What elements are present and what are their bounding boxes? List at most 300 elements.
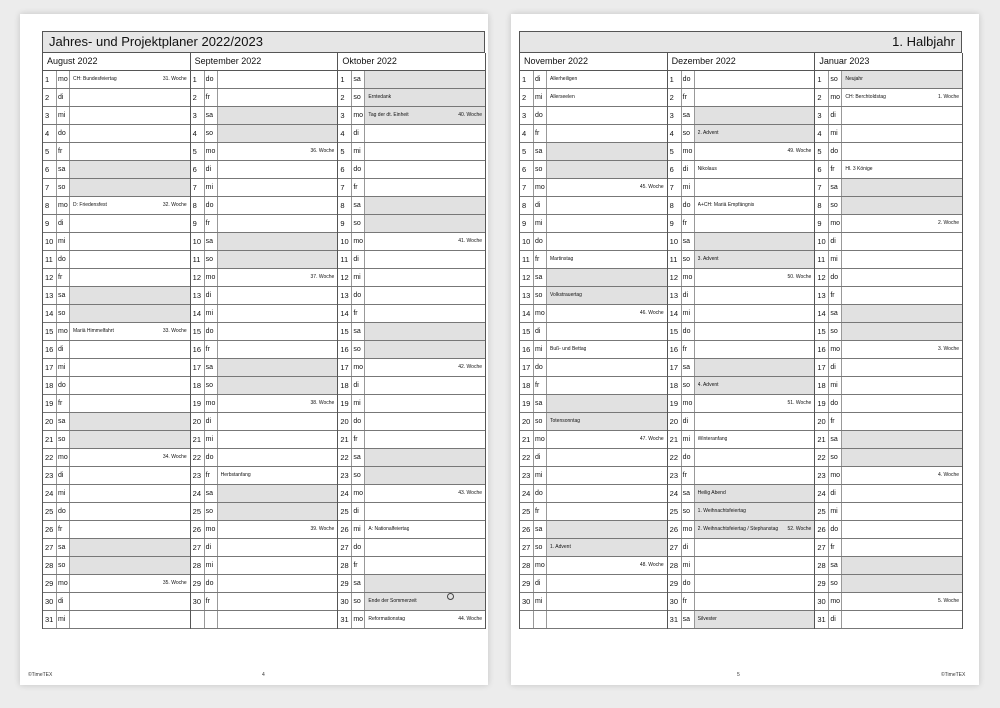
day-row[interactable]	[338, 107, 485, 125]
day-entry-cell[interactable]	[365, 377, 485, 394]
day-row[interactable]	[815, 485, 962, 503]
day-entry-cell[interactable]	[842, 287, 962, 304]
day-entry-cell[interactable]	[547, 161, 667, 178]
day-row[interactable]	[191, 161, 338, 179]
day-row[interactable]	[520, 161, 667, 179]
day-entry-cell[interactable]	[547, 521, 667, 538]
day-entry-cell[interactable]	[365, 359, 485, 376]
day-row[interactable]	[520, 125, 667, 143]
day-row[interactable]	[43, 611, 190, 629]
day-entry-cell[interactable]	[218, 377, 338, 394]
day-entry-cell[interactable]	[70, 467, 190, 484]
day-row[interactable]	[520, 503, 667, 521]
day-entry-cell[interactable]	[695, 125, 815, 142]
day-row[interactable]	[338, 611, 485, 629]
day-row[interactable]	[668, 125, 815, 143]
day-entry-cell[interactable]	[547, 269, 667, 286]
day-entry-cell[interactable]	[365, 71, 485, 88]
day-entry-cell[interactable]	[70, 323, 190, 340]
day-entry-cell[interactable]	[547, 125, 667, 142]
day-row[interactable]	[338, 161, 485, 179]
day-entry-cell[interactable]	[70, 485, 190, 502]
day-entry-cell[interactable]	[547, 179, 667, 196]
day-row[interactable]	[338, 251, 485, 269]
day-row[interactable]	[338, 269, 485, 287]
day-entry-cell[interactable]	[842, 341, 962, 358]
day-entry-cell[interactable]	[695, 179, 815, 196]
day-row[interactable]	[815, 215, 962, 233]
day-row[interactable]	[191, 89, 338, 107]
day-row[interactable]	[191, 71, 338, 89]
day-entry-cell[interactable]	[365, 305, 485, 322]
day-row[interactable]	[43, 539, 190, 557]
day-entry-cell[interactable]	[70, 125, 190, 142]
day-row[interactable]	[338, 287, 485, 305]
day-row[interactable]	[43, 107, 190, 125]
day-row[interactable]	[815, 359, 962, 377]
day-entry-cell[interactable]	[70, 305, 190, 322]
day-entry-cell[interactable]	[218, 305, 338, 322]
day-row[interactable]	[191, 179, 338, 197]
day-entry-cell[interactable]	[695, 485, 815, 502]
day-entry-cell[interactable]	[547, 305, 667, 322]
day-entry-cell[interactable]	[218, 395, 338, 412]
day-entry-cell[interactable]	[842, 197, 962, 214]
day-entry-cell[interactable]	[547, 377, 667, 394]
day-row[interactable]	[668, 305, 815, 323]
day-entry-cell[interactable]	[842, 89, 962, 106]
day-row[interactable]	[815, 431, 962, 449]
day-row[interactable]	[43, 521, 190, 539]
day-entry-cell[interactable]	[842, 377, 962, 394]
day-entry-cell[interactable]	[695, 413, 815, 430]
day-row[interactable]	[338, 179, 485, 197]
day-entry-cell[interactable]	[365, 395, 485, 412]
day-entry-cell[interactable]	[70, 449, 190, 466]
day-row[interactable]	[668, 485, 815, 503]
day-entry-cell[interactable]	[695, 287, 815, 304]
day-row[interactable]	[338, 377, 485, 395]
day-row[interactable]	[191, 377, 338, 395]
day-row[interactable]	[815, 287, 962, 305]
day-entry-cell[interactable]	[547, 287, 667, 304]
day-entry-cell[interactable]	[695, 269, 815, 286]
day-row[interactable]	[815, 413, 962, 431]
day-row[interactable]	[191, 467, 338, 485]
day-row[interactable]	[338, 233, 485, 251]
day-row[interactable]	[668, 269, 815, 287]
day-row[interactable]	[520, 143, 667, 161]
day-row[interactable]	[520, 71, 667, 89]
day-row[interactable]	[520, 323, 667, 341]
day-row[interactable]	[815, 539, 962, 557]
day-entry-cell[interactable]	[695, 377, 815, 394]
day-row[interactable]	[191, 413, 338, 431]
day-entry-cell[interactable]	[547, 143, 667, 160]
day-row[interactable]	[191, 593, 338, 611]
day-row[interactable]	[191, 557, 338, 575]
day-entry-cell[interactable]	[70, 71, 190, 88]
day-row[interactable]	[191, 521, 338, 539]
day-entry-cell[interactable]	[365, 287, 485, 304]
day-entry-cell[interactable]	[695, 323, 815, 340]
day-row[interactable]	[43, 305, 190, 323]
day-row[interactable]	[338, 71, 485, 89]
day-entry-cell[interactable]	[365, 323, 485, 340]
day-row[interactable]	[43, 287, 190, 305]
day-entry-cell[interactable]	[365, 107, 485, 124]
day-row[interactable]	[43, 431, 190, 449]
day-row[interactable]	[520, 197, 667, 215]
day-entry-cell[interactable]	[695, 359, 815, 376]
day-row[interactable]	[520, 593, 667, 611]
day-row[interactable]	[338, 413, 485, 431]
day-entry-cell[interactable]	[547, 233, 667, 250]
day-entry-cell[interactable]	[365, 215, 485, 232]
day-row[interactable]	[815, 179, 962, 197]
day-row[interactable]	[815, 161, 962, 179]
day-row[interactable]	[43, 503, 190, 521]
day-entry-cell[interactable]	[218, 557, 338, 574]
day-entry-cell[interactable]	[365, 233, 485, 250]
day-entry-cell[interactable]	[695, 71, 815, 88]
day-entry-cell[interactable]	[218, 449, 338, 466]
day-row[interactable]	[520, 467, 667, 485]
day-row[interactable]	[815, 503, 962, 521]
day-row[interactable]	[520, 359, 667, 377]
day-row[interactable]	[43, 593, 190, 611]
day-row[interactable]	[520, 305, 667, 323]
day-row[interactable]	[43, 251, 190, 269]
day-entry-cell[interactable]	[842, 413, 962, 430]
day-row[interactable]	[520, 413, 667, 431]
day-entry-cell[interactable]	[70, 287, 190, 304]
day-row[interactable]	[191, 359, 338, 377]
day-entry-cell[interactable]	[218, 539, 338, 556]
day-entry-cell[interactable]	[695, 593, 815, 610]
day-entry-cell[interactable]	[70, 377, 190, 394]
day-entry-cell[interactable]	[695, 215, 815, 232]
day-row[interactable]	[668, 161, 815, 179]
day-entry-cell[interactable]	[365, 575, 485, 592]
day-entry-cell[interactable]	[695, 431, 815, 448]
day-row[interactable]	[815, 395, 962, 413]
day-entry-cell[interactable]	[70, 539, 190, 556]
day-entry-cell[interactable]	[842, 359, 962, 376]
day-row[interactable]	[43, 71, 190, 89]
day-entry-cell[interactable]	[218, 341, 338, 358]
day-entry-cell[interactable]	[547, 359, 667, 376]
day-entry-cell[interactable]	[695, 539, 815, 556]
day-row[interactable]	[668, 143, 815, 161]
day-row[interactable]	[191, 449, 338, 467]
day-entry-cell[interactable]	[70, 359, 190, 376]
day-row[interactable]	[668, 107, 815, 125]
day-entry-cell[interactable]	[218, 575, 338, 592]
day-row[interactable]	[520, 431, 667, 449]
day-entry-cell[interactable]	[70, 233, 190, 250]
day-row[interactable]	[520, 179, 667, 197]
day-entry-cell[interactable]	[365, 413, 485, 430]
day-entry-cell[interactable]	[695, 143, 815, 160]
day-row[interactable]	[668, 71, 815, 89]
day-row[interactable]	[191, 251, 338, 269]
day-entry-cell[interactable]	[218, 431, 338, 448]
day-row[interactable]	[43, 215, 190, 233]
day-entry-cell[interactable]	[842, 593, 962, 610]
day-entry-cell[interactable]	[695, 611, 815, 628]
day-row[interactable]	[43, 467, 190, 485]
day-row[interactable]	[815, 233, 962, 251]
day-row[interactable]	[668, 611, 815, 629]
day-entry-cell[interactable]	[218, 107, 338, 124]
day-row[interactable]	[520, 485, 667, 503]
day-entry-cell[interactable]	[547, 341, 667, 358]
day-row[interactable]	[43, 161, 190, 179]
day-row[interactable]	[815, 323, 962, 341]
day-row[interactable]	[520, 539, 667, 557]
day-entry-cell[interactable]	[218, 143, 338, 160]
day-row[interactable]	[668, 503, 815, 521]
day-row[interactable]	[191, 107, 338, 125]
day-entry-cell[interactable]	[365, 557, 485, 574]
day-row[interactable]	[668, 575, 815, 593]
day-entry-cell[interactable]	[842, 179, 962, 196]
day-row[interactable]	[43, 179, 190, 197]
day-entry-cell[interactable]	[547, 449, 667, 466]
day-entry-cell[interactable]	[365, 341, 485, 358]
day-entry-cell[interactable]	[365, 251, 485, 268]
day-row[interactable]	[191, 287, 338, 305]
day-entry-cell[interactable]	[70, 341, 190, 358]
day-entry-cell[interactable]	[365, 161, 485, 178]
day-row[interactable]	[43, 143, 190, 161]
day-row[interactable]	[43, 233, 190, 251]
day-row[interactable]	[668, 179, 815, 197]
day-row[interactable]	[520, 287, 667, 305]
day-row[interactable]	[668, 323, 815, 341]
day-row[interactable]	[191, 143, 338, 161]
day-row[interactable]	[815, 521, 962, 539]
day-entry-cell[interactable]	[365, 431, 485, 448]
day-entry-cell[interactable]	[842, 233, 962, 250]
day-row[interactable]	[815, 467, 962, 485]
day-entry-cell[interactable]	[547, 503, 667, 520]
day-entry-cell[interactable]	[842, 521, 962, 538]
day-entry-cell[interactable]	[365, 269, 485, 286]
day-row[interactable]	[43, 359, 190, 377]
day-row[interactable]	[338, 89, 485, 107]
day-row[interactable]	[520, 395, 667, 413]
day-entry-cell[interactable]	[547, 467, 667, 484]
day-entry-cell[interactable]	[842, 395, 962, 412]
day-row[interactable]	[815, 197, 962, 215]
day-entry-cell[interactable]	[842, 611, 962, 628]
day-entry-cell[interactable]	[365, 539, 485, 556]
day-entry-cell[interactable]	[695, 521, 815, 538]
day-entry-cell[interactable]	[365, 125, 485, 142]
day-row[interactable]	[338, 125, 485, 143]
day-entry-cell[interactable]	[218, 521, 338, 538]
day-row[interactable]	[815, 143, 962, 161]
day-entry-cell[interactable]	[70, 143, 190, 160]
day-row[interactable]	[520, 215, 667, 233]
day-entry-cell[interactable]	[695, 449, 815, 466]
day-entry-cell[interactable]	[695, 107, 815, 124]
day-row[interactable]	[668, 377, 815, 395]
day-entry-cell[interactable]	[842, 323, 962, 340]
day-row[interactable]	[43, 197, 190, 215]
day-row[interactable]	[338, 197, 485, 215]
day-row[interactable]	[43, 269, 190, 287]
day-row[interactable]	[520, 269, 667, 287]
day-row[interactable]	[815, 449, 962, 467]
day-row[interactable]	[668, 557, 815, 575]
day-row[interactable]	[338, 431, 485, 449]
day-entry-cell[interactable]	[695, 161, 815, 178]
day-entry-cell[interactable]	[70, 251, 190, 268]
day-entry-cell[interactable]	[70, 557, 190, 574]
day-row[interactable]	[338, 305, 485, 323]
day-entry-cell[interactable]	[218, 359, 338, 376]
day-row[interactable]	[668, 287, 815, 305]
day-row[interactable]	[668, 233, 815, 251]
day-entry-cell[interactable]	[842, 503, 962, 520]
day-row[interactable]	[43, 377, 190, 395]
day-entry-cell[interactable]	[218, 197, 338, 214]
day-entry-cell[interactable]	[70, 395, 190, 412]
day-row[interactable]	[191, 233, 338, 251]
day-entry-cell[interactable]	[218, 179, 338, 196]
day-row[interactable]	[815, 341, 962, 359]
day-row[interactable]	[338, 323, 485, 341]
day-entry-cell[interactable]	[695, 89, 815, 106]
day-entry-cell[interactable]	[842, 161, 962, 178]
day-row[interactable]	[191, 125, 338, 143]
day-entry-cell[interactable]	[218, 413, 338, 430]
day-entry-cell[interactable]	[547, 413, 667, 430]
day-entry-cell[interactable]	[842, 125, 962, 142]
day-row[interactable]	[43, 557, 190, 575]
day-entry-cell[interactable]	[547, 557, 667, 574]
day-row[interactable]	[338, 215, 485, 233]
day-row[interactable]	[191, 611, 338, 629]
day-row[interactable]	[520, 449, 667, 467]
day-entry-cell[interactable]	[695, 575, 815, 592]
day-row[interactable]	[43, 485, 190, 503]
day-row[interactable]	[520, 251, 667, 269]
day-row[interactable]	[815, 89, 962, 107]
day-entry-cell[interactable]	[842, 71, 962, 88]
day-entry-cell[interactable]	[547, 323, 667, 340]
day-entry-cell[interactable]	[695, 467, 815, 484]
day-row[interactable]	[668, 539, 815, 557]
day-entry-cell[interactable]	[842, 467, 962, 484]
day-row[interactable]	[338, 539, 485, 557]
day-row[interactable]	[43, 341, 190, 359]
day-entry-cell[interactable]	[70, 215, 190, 232]
day-row[interactable]	[191, 503, 338, 521]
day-row[interactable]	[815, 593, 962, 611]
day-entry-cell[interactable]	[365, 611, 485, 628]
day-entry-cell[interactable]	[695, 251, 815, 268]
day-entry-cell[interactable]	[70, 197, 190, 214]
day-row[interactable]	[815, 125, 962, 143]
day-entry-cell[interactable]	[218, 161, 338, 178]
day-entry-cell[interactable]	[70, 161, 190, 178]
day-row[interactable]	[191, 197, 338, 215]
day-row[interactable]	[815, 251, 962, 269]
day-row[interactable]	[815, 71, 962, 89]
day-row[interactable]	[43, 575, 190, 593]
day-entry-cell[interactable]	[218, 611, 338, 628]
day-row[interactable]	[520, 575, 667, 593]
day-row[interactable]	[338, 359, 485, 377]
day-entry-cell[interactable]	[365, 485, 485, 502]
day-entry-cell[interactable]	[547, 71, 667, 88]
day-entry-cell[interactable]	[547, 395, 667, 412]
day-row[interactable]	[191, 395, 338, 413]
day-entry-cell[interactable]	[70, 611, 190, 628]
day-entry-cell[interactable]	[842, 251, 962, 268]
day-entry-cell[interactable]	[547, 539, 667, 556]
day-entry-cell[interactable]	[218, 89, 338, 106]
day-entry-cell[interactable]	[695, 395, 815, 412]
day-entry-cell[interactable]	[218, 251, 338, 268]
day-row[interactable]	[668, 89, 815, 107]
day-entry-cell[interactable]	[218, 233, 338, 250]
day-row[interactable]	[191, 215, 338, 233]
day-row[interactable]	[668, 521, 815, 539]
day-entry-cell[interactable]	[547, 251, 667, 268]
day-entry-cell[interactable]	[695, 557, 815, 574]
day-entry-cell[interactable]	[842, 539, 962, 556]
day-entry-cell[interactable]	[70, 521, 190, 538]
day-entry-cell[interactable]	[695, 233, 815, 250]
day-row[interactable]	[668, 467, 815, 485]
day-row[interactable]	[815, 107, 962, 125]
day-row[interactable]	[668, 413, 815, 431]
day-row[interactable]	[668, 197, 815, 215]
day-row[interactable]	[338, 341, 485, 359]
day-row[interactable]	[338, 449, 485, 467]
day-row[interactable]	[191, 539, 338, 557]
day-entry-cell[interactable]	[842, 143, 962, 160]
day-row[interactable]	[520, 611, 667, 629]
day-row[interactable]	[815, 575, 962, 593]
day-entry-cell[interactable]	[218, 503, 338, 520]
day-entry-cell[interactable]	[842, 215, 962, 232]
day-entry-cell[interactable]	[70, 593, 190, 610]
day-row[interactable]	[668, 359, 815, 377]
day-row[interactable]	[338, 521, 485, 539]
day-entry-cell[interactable]	[547, 107, 667, 124]
day-row[interactable]	[520, 521, 667, 539]
day-row[interactable]	[191, 575, 338, 593]
day-row[interactable]	[191, 341, 338, 359]
day-entry-cell[interactable]	[218, 71, 338, 88]
day-row[interactable]	[668, 593, 815, 611]
day-row[interactable]	[815, 269, 962, 287]
day-row[interactable]	[520, 233, 667, 251]
day-entry-cell[interactable]	[218, 467, 338, 484]
day-row[interactable]	[668, 215, 815, 233]
day-entry-cell[interactable]	[365, 143, 485, 160]
day-row[interactable]	[191, 269, 338, 287]
day-row[interactable]	[815, 557, 962, 575]
day-entry-cell[interactable]	[70, 413, 190, 430]
day-entry-cell[interactable]	[70, 107, 190, 124]
